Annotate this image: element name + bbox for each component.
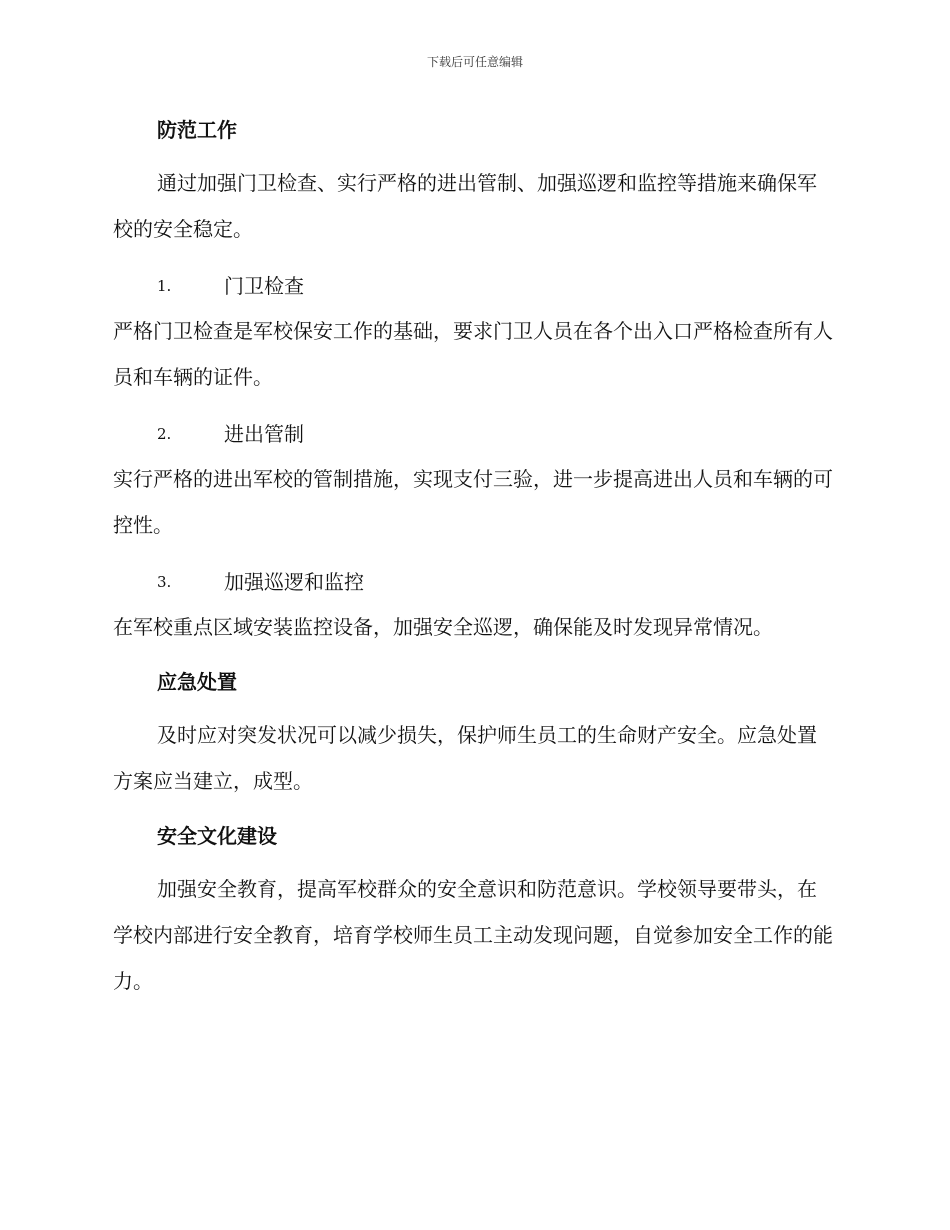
list-label: 进出管制 — [224, 422, 304, 446]
header-note: 下载后可任意编辑 — [426, 55, 523, 69]
list-number: 3. — [157, 573, 172, 591]
list-number: 1. — [157, 277, 172, 295]
prevention-intro-paragraph: 通过加强门卫检查、实行严格的进出管制、加强巡逻和监控等措施来确保军校的安全稳定。 — [113, 171, 817, 241]
list-item-gate-check — [113, 264, 833, 308]
section-heading-culture: 安全文化建设 — [157, 824, 277, 848]
access-control-paragraph: 实行严格的进出军校的管制措施，实现支付三验，进一步提高进出人员和车辆的可控性。 — [113, 467, 833, 537]
list-item-access-control — [113, 412, 833, 456]
culture-paragraph: 加强安全教育，提高军校群众的安全意识和防范意识。学校领导要带头，在学校内部进行安全教育，培育学校师生员工主动发现问题，自觉参加安全工作的能力。 — [113, 877, 833, 993]
list-item-patrol-monitoring — [113, 560, 833, 604]
patrol-monitoring-paragraph: 在军校重点区域安装监控设备，加强安全巡逻，确保能及时发现异常情况。 — [113, 615, 773, 639]
emergency-paragraph: 及时应对突发状况可以减少损失，保护师生员工的生命财产安全。应急处置方案应当建立，成型。 — [113, 723, 817, 793]
list-label: 加强巡逻和监控 — [224, 570, 364, 594]
section-heading-emergency: 应急处置 — [157, 670, 237, 694]
list-label: 门卫检查 — [224, 274, 304, 298]
section-heading-prevention: 防范工作 — [157, 118, 237, 142]
document-body — [113, 112, 833, 1004]
list-number: 2. — [157, 425, 172, 443]
gate-check-paragraph: 严格门卫检查是军校保安工作的基础，要求门卫人员在各个出入口严格检查所有人员和车辆的证件。 — [113, 319, 833, 389]
